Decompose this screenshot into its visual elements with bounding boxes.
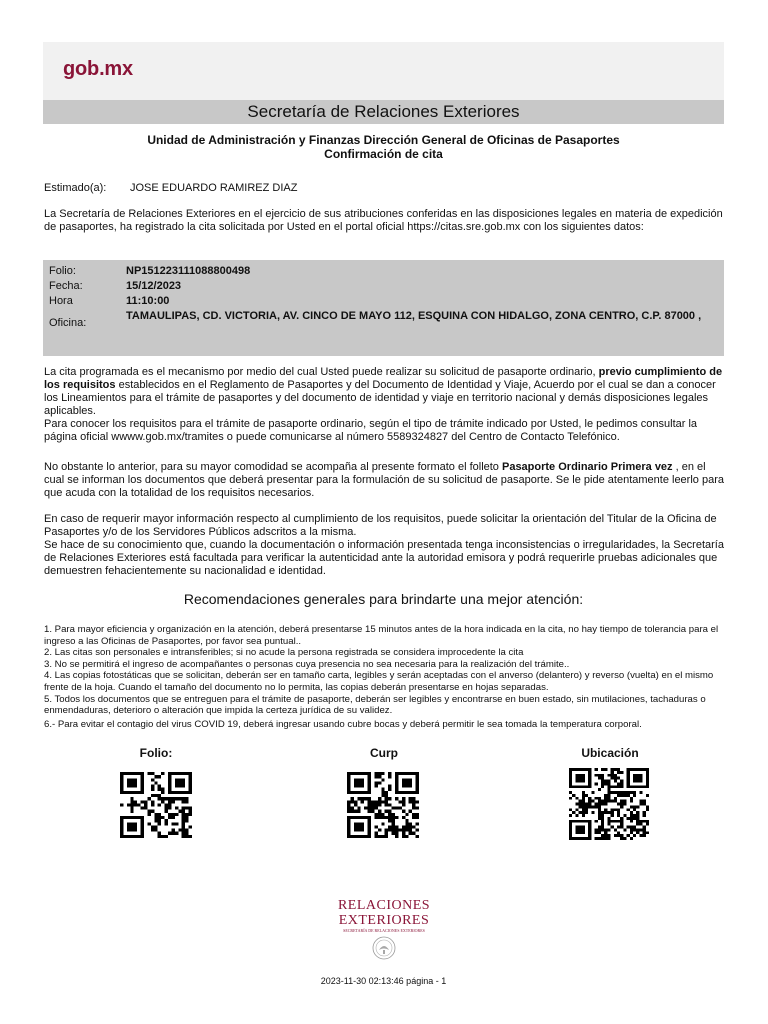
logo-main: gob	[63, 58, 100, 80]
hora-value: 11:10:00	[126, 295, 170, 307]
greeting-label: Estimado(a):	[44, 182, 107, 194]
p2-bold: Pasaporte Ordinario Primera vez	[501, 461, 673, 473]
subtitle-unit: Unidad de Administración y Finanzas Dirección General de Oficinas de Pasaportes	[147, 133, 620, 147]
gobmx-logo[interactable]	[63, 58, 133, 81]
p3-text-b: Se hace de su conocimiento que, cuando la documentación o información presentada tenga inconsistencias o irregularidades, la Secretaría de Relaciones Exteriores está facultada para verificar la autenticidad ante la autoridad emisora y podrá requerirle pruebas adicionales que demuestren fehacientemente su nacionalidad e identidad.	[44, 539, 724, 577]
fecha-value: 15/12/2023	[126, 280, 182, 292]
p2-text-a: No obstante lo anterior, para su mayor comodidad se acompaña al presente formato el folleto	[44, 461, 502, 473]
qr-folio-label: Folio:	[139, 746, 173, 760]
recommendation-item: 1. Para mayor eficiencia y organización en la atención, deberá presentarse 15 minutos antes de la hora indicada en la cita, no hay tiempo de tolerancia para el ingreso a las Oficinas de Pasaportes, por favor sea puntual..	[44, 624, 719, 647]
logo-dot: .	[99, 58, 105, 80]
subtitle-confirmation: Confirmación de cita	[324, 147, 443, 161]
header-banner	[43, 42, 724, 100]
information-paragraph	[44, 513, 724, 578]
intro-paragraph: La Secretaría de Relaciones Exteriores en el ejercicio de sus atribuciones conferidas en las disposiciones legales en materia de expedición de pasaportes, ha registrado la cita solicitada por Usted en el portal oficial https://citas.sre.gob.mx con los siguientes datos:	[44, 208, 723, 233]
sre-footer-logo	[334, 898, 434, 933]
hora-label: Hora	[49, 295, 73, 307]
footer-logo-sub: SECRETARÍA DE RELACIONES EXTERIORES	[343, 928, 425, 933]
requirements-paragraph	[44, 366, 724, 444]
eagle-seal-icon	[372, 936, 396, 960]
document-subtitle	[43, 133, 724, 161]
page-footer: 2023-11-30 02:13:46 página - 1	[320, 976, 447, 986]
brochure-paragraph	[44, 461, 724, 500]
qr-curp-code[interactable]	[347, 772, 419, 838]
fecha-label: Fecha:	[49, 280, 83, 292]
qr-ubicacion-code[interactable]	[569, 768, 649, 840]
recommendation-item: 4. Las copias fotostáticas que se solicitan, deberán ser en tamaño carta, legibles y serán aceptadas con el anverso (delantero) y reverso (vuelta) en el mismo frente de la hoja. Cuando el tamaño del documento no lo permita, las copias deberán presentarse en hojas separadas.	[44, 670, 714, 693]
qr-curp-label: Curp	[370, 746, 398, 760]
qr-ubicacion-label: Ubicación	[581, 746, 639, 760]
p2-text-b: , en el cual se informan los documentos que deberá presentar para la formulación de su solicitud de pasaporte. Se le pide atentamente leerlo para que acuda con la totalidad de los requisitos necesarios.	[44, 461, 724, 499]
footer-logo-line2: EXTERIORES	[338, 913, 430, 928]
greeting	[44, 182, 298, 194]
appointment-details	[43, 260, 724, 356]
footer-logo-line1: RELACIONES	[337, 898, 431, 913]
p3-text-a: En caso de requerir mayor información respecto al cumplimiento de los requisitos, puede solicitar la orientación del Titular de la Oficina de Pasaportes y/o de los Servidores Públicos adscritos a la misma.	[44, 513, 717, 538]
recommendations-list	[44, 624, 724, 730]
oficina-label: Oficina:	[49, 317, 87, 329]
recommendations-title: Recomendaciones generales para brindarte una mejor atención:	[183, 591, 584, 607]
folio-value: NP151223111088800498	[126, 265, 251, 277]
recommendation-item: 6.- Para evitar el contagio del virus COVID 19, deberá ingresar usando cubre bocas y deberá permitir le sea tomada la temperatura corporal.	[44, 718, 642, 730]
p1-text-c: Para conocer los requisitos para el trámite de pasaporte ordinario, según el tipo de trámite indicado por Usted, le pedimos consultar la página oficial wwww.gob.mx/tramites o puede comunicarse al número 5589324827 del Centro de Contacto Telefónico.	[44, 418, 698, 443]
p1-bold: previo cumplimiento de los requisitos	[44, 366, 723, 391]
page-title: Secretaría de Relaciones Exteriores	[43, 100, 724, 124]
recommendation-item: 2. Las citas son personales e intransferibles; si no acude la persona registrada se considera improcedente la cita	[44, 647, 524, 659]
qr-folio-code[interactable]	[120, 772, 192, 838]
recommendation-item: 3. No se permitirá el ingreso de acompañantes o personas cuya presencia no sea necesaria para la realización del trámite..	[44, 658, 570, 670]
folio-label: Folio:	[49, 265, 76, 277]
recommendation-item: 5. Todos los documentos que se entreguen para el trámite de pasaporte, deberán ser legibles y encontrarse en buen estado, sin mutilaciones, tachaduras o enmendaduras, deterioro o alteración que impida la certeza jurídica de su validez.	[44, 693, 706, 717]
recipient-name: JOSE EDUARDO RAMIREZ DIAZ	[130, 182, 298, 194]
p1-text-b: establecidos en el Reglamento de Pasaportes y del Documento de Identidad y Viaje, Acuerdo por el cual se dan a conocer los Lineamientos para el trámite de pasaportes y del documento de identidad y viaje en territorio nacional y demás disposiciones legales aplicables.	[44, 379, 716, 417]
p1-text-a: La cita programada es el mecanismo por medio del cual Usted puede realizar su solicitud de pasaporte ordinario,	[44, 366, 599, 378]
logo-tld: mx	[104, 58, 133, 80]
oficina-value: TAMAULIPAS, CD. VICTORIA, AV. CINCO DE MAYO 112, ESQUINA CON HIDALGO, ZONA CENTRO, C.P. 87000 ,	[126, 310, 702, 322]
